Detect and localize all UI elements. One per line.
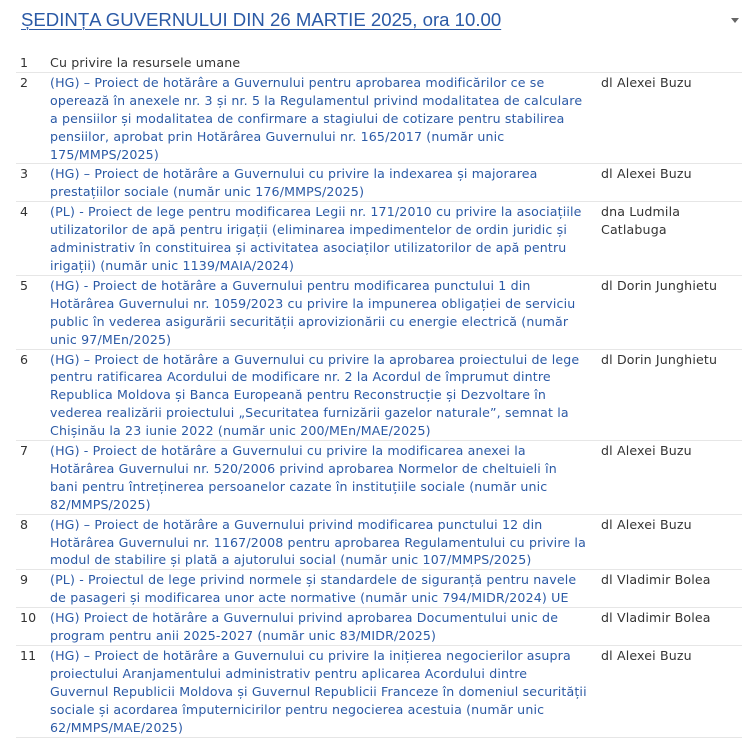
- item-description-link[interactable]: (HG) – Proiect de hotărâre a Guvernului cu privire la indexarea și majorarea prestațiilor sociale (număr unic 176/MMPS/2025): [44, 164, 591, 202]
- item-description: Cu privire la resursele umane: [44, 53, 591, 72]
- item-number: 4: [16, 202, 44, 276]
- table-row: [16, 53, 742, 72]
- item-description-link[interactable]: (HG) – Proiect de hotărâre a Guvernului privind modificarea punctului 12 din Hotărârea Guvernului nr. 1167/2008 pentru aprobarea Regulamentului cu privire la modul de stabilire și plată a ajutorului social (număr unic 107/MMPS/2025): [44, 514, 591, 570]
- item-number: 6: [16, 349, 44, 441]
- item-responsible: dl Dorin Junghietu: [591, 275, 742, 349]
- item-number: 5: [16, 275, 44, 349]
- table-row: [16, 441, 742, 515]
- item-description-link[interactable]: (HG) – Proiect de hotărâre a Guvernului cu privire la aprobarea proiectului de lege pentru ratificarea Acordului de modificare nr. 2 la Acordul de împrumut dintre Republica Moldova și Banca Europeană pentru Reconstrucție și Dezvoltare în vederea realizării proiectului „Securitatea furnizării gazelor naturale”, semnat la Chișinău la 23 iunie 2022 (număr unic 200/MEn/MAE/2025): [44, 349, 591, 441]
- agenda-table: [16, 53, 742, 738]
- session-header[interactable]: [0, 0, 751, 44]
- item-description-link[interactable]: (HG) – Proiect de hotărâre a Guvernului cu privire la inițierea negocierilor asupra proiectului Aranjamentului administrativ pentru aplicarea Acordului dintre Guvernul Republicii Moldova și Guvernul Republicii Franceze în domeniul securității sociale și acordarea împuternicirilor pentru negocierea acestuia (număr unic 62/MMPS/MAE/2025): [44, 646, 591, 738]
- table-row: [16, 202, 742, 276]
- item-responsible: [591, 53, 742, 72]
- item-description-link[interactable]: (HG) - Proiect de hotărâre a Guvernului pentru modificarea punctului 1 din Hotărârea Guvernului nr. 1059/2023 cu privire la impunerea obligației de serviciu public în vederea asigurării securității aprovizionării cu energie electrică (număr unic 97/MEn/2025): [44, 275, 591, 349]
- session-title-link[interactable]: ȘEDINȚA GUVERNULUI DIN 26 MARTIE 2025, ora 10.00: [21, 9, 502, 30]
- table-row: [16, 646, 742, 738]
- item-responsible: dl Alexei Buzu: [591, 646, 742, 738]
- item-responsible: dl Alexei Buzu: [591, 514, 742, 570]
- item-responsible: dl Alexei Buzu: [591, 164, 742, 202]
- table-row: [16, 608, 742, 646]
- item-description-link[interactable]: (HG) - Proiect de hotărâre a Guvernului cu privire la modificarea anexei la Hotărârea Guvernului nr. 520/2006 privind aprobarea Normelor de cheltuieli în bani pentru întreținerea persoanelor cazate în instituțiile sociale (număr unic 82/MMPS/2025): [44, 441, 591, 515]
- table-row: [16, 514, 742, 570]
- item-responsible: dl Alexei Buzu: [591, 72, 742, 164]
- item-number: 2: [16, 72, 44, 164]
- table-row: [16, 349, 742, 441]
- item-responsible: dl Dorin Junghietu: [591, 349, 742, 441]
- item-responsible: dl Alexei Buzu: [591, 441, 742, 515]
- item-description-link[interactable]: (PL) - Proiectul de lege privind normele și standardele de siguranță pentru navele de pasageri și modificarea unor acte normative (număr unic 794/MIDR/2024) UE: [44, 570, 591, 608]
- item-number: 7: [16, 441, 44, 515]
- table-row: [16, 275, 742, 349]
- item-description-link[interactable]: (PL) - Proiect de lege pentru modificarea Legii nr. 171/2010 cu privire la asociațiile utilizatorilor de apă pentru irigații (eliminarea impedimentelor de ordin juridic și administrativ în constituirea și activitatea asociaților utilizatorilor de apă pentru irigații) (număr unic 1139/MAIA/2024): [44, 202, 591, 276]
- item-description-link[interactable]: (HG) Proiect de hotărâre a Guvernului privind aprobarea Documentului unic de program pentru anii 2025-2027 (număr unic 83/MIDR/2025): [44, 608, 591, 646]
- item-description-link[interactable]: (HG) – Proiect de hotărâre a Guvernului pentru aprobarea modificărilor ce se operează în anexele nr. 3 și nr. 5 la Regulamentul privind modalitatea de calculare a pensiilor și modalitatea de confirmare a stagiului de cotizare pentru stabilirea pensiilor, aprobat prin Hotărârea Guvernului nr. 165/2017 (număr unic 175/MMPS/2025): [44, 72, 591, 164]
- item-responsible: dna Ludmila Catlabuga: [591, 202, 742, 276]
- item-number: 9: [16, 570, 44, 608]
- item-responsible: dl Vladimir Bolea: [591, 608, 742, 646]
- table-row: [16, 72, 742, 164]
- agenda-table-body: [16, 53, 742, 737]
- item-responsible: dl Vladimir Bolea: [591, 570, 742, 608]
- item-number: 1: [16, 53, 44, 72]
- item-number: 3: [16, 164, 44, 202]
- item-number: 8: [16, 514, 44, 570]
- item-number: 11: [16, 646, 44, 738]
- item-number: 10: [16, 608, 44, 646]
- table-row: [16, 570, 742, 608]
- table-row: [16, 164, 742, 202]
- caret-down-icon[interactable]: [731, 18, 739, 23]
